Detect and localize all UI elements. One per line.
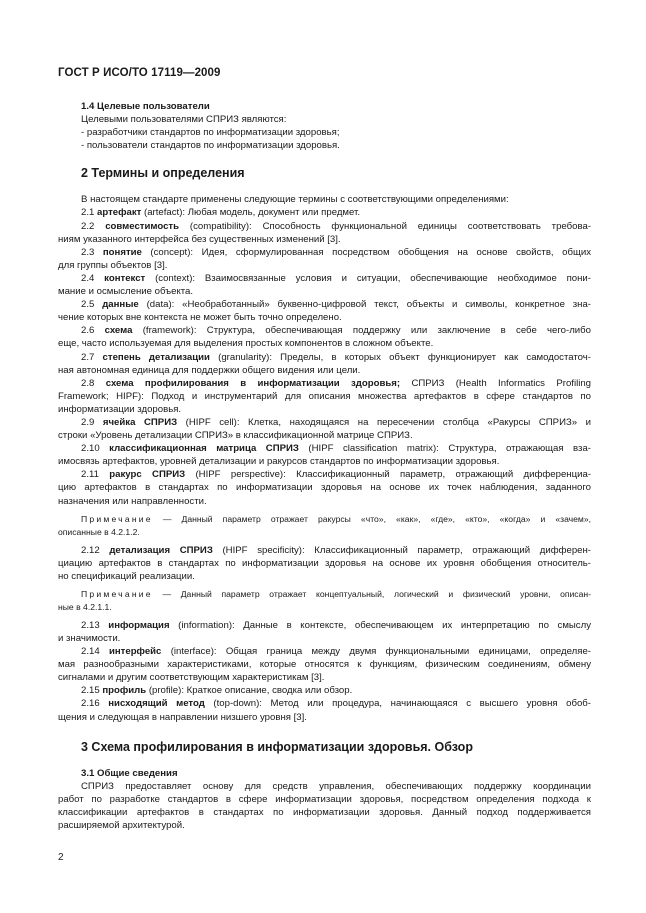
- term-2-11: 2.11 ракурс СПРИЗ (HIPF perspective): Классификационный параметр, отражающий дифференциа- цию артефактов в стандартах по информатизации здоровья на основе их точек наблюдения, заданного назначения или направленности.: [58, 469, 591, 507]
- term-2-6: 2.6 схема (framework): Структура, обеспечивающая поддержку или заключение в себе чего-либо еще, часто используемая для выделения простых компонентов в сложном объекте.: [58, 325, 591, 350]
- term-name: схема профилирования в информатизации здоровья;: [105, 377, 401, 389]
- term-name: классификационная матрица СПРИЗ: [109, 443, 299, 455]
- term-2-2: 2.2 совместимость (compatibility): Способность функциональной единицы соответствовать требова- ниям указанного интерфейса без существенных изменений [3].: [58, 220, 591, 245]
- term-name: данные: [102, 299, 139, 311]
- term-2-16: 2.16 нисходящий метод (top-down): Метод или процедура, начинающаяся с высшего уровня обоб- щения и следующая в направлении низшего уровня [3].: [58, 698, 591, 723]
- term-2-8: 2.8 схема профилирования в информатизации здоровья; СПРИЗ (Health Informatics Profiling Framework; HIPF): Подход и инструментарий для описания множества артефактов в сфере стандартов по информатизации здоровья.: [58, 377, 591, 415]
- term-name: степень детализации: [102, 351, 210, 363]
- section-3-heading: 3 Схема профилирования в информатизации здоровья. Обзор: [81, 739, 473, 754]
- term-name: контекст: [104, 272, 146, 284]
- note-label: Примечание: [81, 588, 153, 599]
- term-2-7: 2.7 степень детализации (granularity): Пределы, в которых объект функционирует как самодостаточ- ная автономная единица для поддержки общего видения или цели.: [58, 351, 591, 376]
- term-name: интерфейс: [108, 646, 162, 658]
- note-2: Примечание — Данный параметр отражает концептуальный, логический и физический уровни, описан- ные в 4.2.1.1.: [58, 588, 591, 612]
- term-2-13: 2.13 информация (information): Данные в контексте, обеспечивающем их интерпретацию по смыслу и значимости.: [58, 619, 591, 644]
- section-3-1-heading: 3.1 Общие сведения: [81, 767, 178, 779]
- note-label: Примечание: [81, 513, 153, 524]
- list-item: - пользователи стандартов по информатизации здоровья.: [81, 140, 340, 152]
- term-name: артефакт: [97, 207, 142, 219]
- section-1-4-heading: 1.4 Целевые пользователи: [81, 101, 210, 112]
- section-3-1-paragraph: СПРИЗ предоставляет основу для средств управления, обеспечивающих поддержку координации работ по разработке стандартов в сфере информатизации здоровья, посредством определения подхода к классификации артефактов в стандартах по информатизации здоровья. Данный подход поддерживается расширяемой архитектурой.: [58, 780, 591, 832]
- term-2-15: 2.15 профиль (profile): Краткое описание, сводка или обзор.: [81, 685, 353, 697]
- list-item: - разработчики стандартов по информатизации здоровья;: [81, 127, 340, 139]
- term-name: нисходящий метод: [108, 698, 205, 710]
- term-2-10: 2.10 классификационная матрица СПРИЗ (HIPF classification matrix): Структура, отражающая вза- имосвязь артефактов, уровней детализации и ракурсов стандартов по информатизации здоровья.: [58, 443, 591, 468]
- term-2-14: 2.14 интерфейс (interface): Общая граница между двумя функциональными единицами, определяе- мая разнообразными характеристиками, которые относятся к функциям, физическим соединениям, обмену сигналами и другим соответствующим характеристикам [3].: [58, 646, 591, 684]
- term-2-12: 2.12 детализация СПРИЗ (HIPF specificity): Классификационный параметр, отражающий дифферен- циацию артефактов в стандартах по информатизации здоровья на основе их уровня обобщения относитель- но спецификаций реализации.: [58, 544, 591, 582]
- term-name: детализация СПРИЗ: [109, 544, 213, 556]
- section-2-heading: 2 Термины и определения: [81, 166, 245, 181]
- document-header: ГОСТ Р ИСО/ТО 17119—2009: [58, 67, 221, 79]
- document-body: [58, 100, 591, 832]
- term-name: совместимость: [105, 220, 180, 232]
- term-name: ракурс СПРИЗ: [109, 469, 186, 481]
- paragraph-line: Целевыми пользователями СПРИЗ являются:: [81, 114, 287, 126]
- term-name: информация: [108, 619, 170, 631]
- page-number: 2: [58, 852, 64, 863]
- term-name: схема: [104, 325, 133, 337]
- term-2-3: 2.3 понятие (concept): Идея, сформулированная посредством обобщения на основе свойств, общих для группы объектов [3].: [58, 246, 591, 271]
- term-name: профиль: [102, 685, 147, 697]
- term-2-5: 2.5 данные (data): «Необработанный» буквенно-цифровой текст, объекты и символы, конкретное зна- чение которых вне контекста не может быть точно определено.: [58, 299, 591, 324]
- term-2-4: 2.4 контекст (context): Взаимосвязанные условия и ситуации, обеспечивающие необходимое пони- мание и осмысление объекта.: [58, 272, 591, 298]
- term-name: понятие: [102, 246, 142, 258]
- term-name: ячейка СПРИЗ: [102, 416, 178, 428]
- term-2-9: 2.9 ячейка СПРИЗ (HIPF cell): Клетка, находящаяся на пересечении столбца «Ракурсы СПРИЗ» и строки «Уровень детализации СПРИЗ» в классификационной матрице СПРИЗ.: [58, 416, 591, 442]
- section-2-intro: В настоящем стандарте применены следующие термины с соответствующими определениями:: [81, 194, 509, 206]
- term-2-1: 2.1 артефакт (artefact): Любая модель, документ или предмет.: [81, 207, 361, 219]
- note-1: Примечание — Данный параметр отражает ракурсы «что», «как», «где», «кто», «когда» и «зачем», описанные в 4.2.1.2.: [58, 513, 591, 537]
